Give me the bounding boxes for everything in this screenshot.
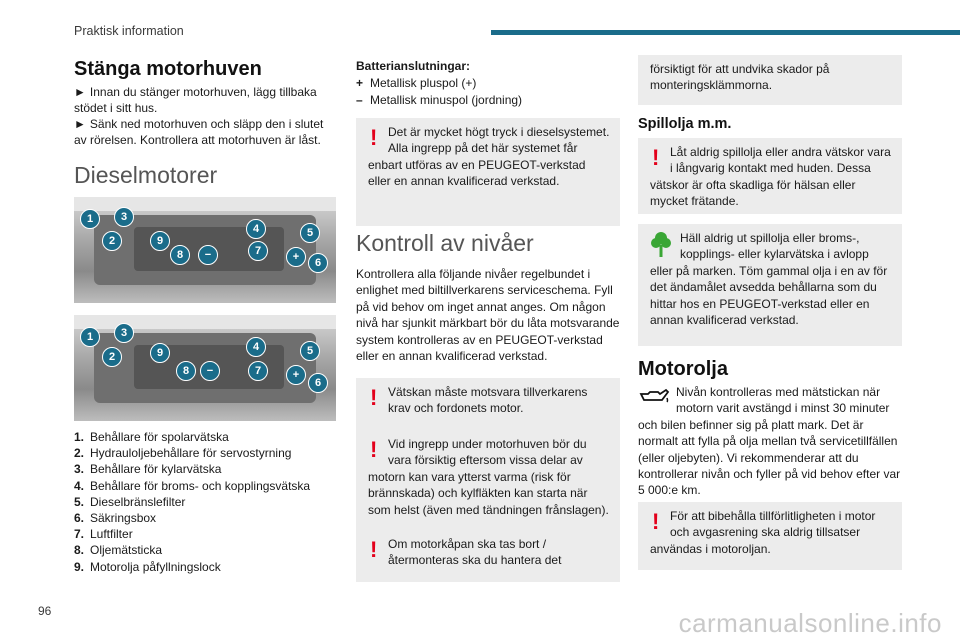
badge: 5 xyxy=(300,341,320,361)
badge: 9 xyxy=(150,343,170,363)
section-header: Praktisk information xyxy=(74,24,184,38)
arrow-icon: ► xyxy=(74,85,86,99)
badge: 3 xyxy=(114,207,134,227)
list-item: 5. Dieselbränslefilter xyxy=(74,494,186,509)
badge: 9 xyxy=(150,231,170,251)
closing-step-2: ► Sänk ned motorhuven och släpp den i slutet av rörelsen. Kontrollera att motorhuven är låst. xyxy=(74,117,324,148)
engine-oil-text: Nivån kontrolleras med mätstickan när motorn varit avstängd i minst 30 minuter och bilen befinner sig på platt mark. Det är normalt att fylla på olja mellan två servicetillfällen (eller oljebyten). Vi rekommenderar att du kontrollerar nivån och fyller på vid behov efter var 5 000:e km. xyxy=(638,385,901,498)
level-check-title: Kontroll av nivåer xyxy=(356,230,534,256)
battery-minus: – Metallisk minuspol (jordning) xyxy=(356,93,523,107)
badge: 3 xyxy=(114,323,134,343)
warning-box-pressure: ! Det är mycket högt tryck i dieselsystemet. Alla ingrepp på det här systemet får enbart utföras av en PEUGEOT-verkstad eller en annan kvalificerad verkstad. xyxy=(356,118,620,226)
engine-photo-1 xyxy=(74,197,336,303)
warning-box-continued: försiktigt för att undvika skador på monteringsklämmorna. xyxy=(638,55,902,105)
badge: 1 xyxy=(80,209,100,229)
warning-icon: ! xyxy=(370,437,378,462)
warning-box-fluid: ! Vätskan måste motsvara tillverkarens krav och fordonets motor. xyxy=(356,378,620,436)
list-item: 9. Motorolja påfyllningslock xyxy=(74,559,221,574)
badge: 5 xyxy=(300,223,320,243)
list-item: 1. Behållare för spolarvätska xyxy=(74,430,229,444)
warning-box-hot-parts: ! Vid ingrepp under motorhuven bör du vara försiktig eftersom vissa delar av motorn kan vara ytterst varma (risk för brännskada) och kylfläkten kan starta när som helst (även med tändningen frånslagen). xyxy=(356,430,620,536)
list-item: 6. Säkringsbox xyxy=(74,511,157,526)
badge: 4 xyxy=(246,219,266,239)
badge: 2 xyxy=(102,347,122,367)
diesel-title: Dieselmotorer xyxy=(74,162,218,188)
badge: 8 xyxy=(170,245,190,265)
warning-icon: ! xyxy=(370,125,378,150)
list-item: 4. Behållare för broms- och kopplingsvätska xyxy=(74,478,311,493)
level-check-text: Kontrollera alla följande nivåer regelbundet i enlighet med biltillverkarens serviceschema. Fyll på vid behov om inget annat anges. Om någon nivå har sjunkit märkbart bör du låta motsvarande system kontrolleras av en PEUGEOT-verkstad eller en annan kvalificerad verkstad. xyxy=(356,267,620,364)
component-legend xyxy=(74,429,336,575)
list-item: 3. Behållare för kylarvätska xyxy=(74,462,222,477)
plus-badge: + xyxy=(286,365,306,385)
badge: 8 xyxy=(176,361,196,381)
battery-label: Batterianslutningar: xyxy=(356,59,471,73)
list-item: 7. Luftfilter xyxy=(74,527,133,542)
engine-photo-2 xyxy=(74,315,336,421)
minus-badge: − xyxy=(200,361,220,381)
engine-oil-title: Motorolja xyxy=(638,358,728,380)
oil-can-icon xyxy=(638,386,670,406)
closing-step-1: ► Innan du stänger motorhuven, lägg tillbaka stödet i sitt hus. xyxy=(74,85,317,116)
warning-icon: ! xyxy=(370,537,378,562)
warning-icon: ! xyxy=(370,385,378,410)
environment-box: Häll aldrig ut spillolja eller broms-, kopplings- eller kylarvätska i avlopp eller på marken. Töm gammal olja i en av för det ändamålet avsedda behållarna som du hittar hos en PEUGEOT-verkstad eller en annan kvalificerad verkstad. xyxy=(638,224,902,346)
badge: 4 xyxy=(246,337,266,357)
tree-icon xyxy=(650,230,672,258)
list-item: 8. Oljemätsticka xyxy=(74,543,163,558)
page-number: 96 xyxy=(38,604,52,618)
badge: 2 xyxy=(102,231,122,251)
minus-badge: − xyxy=(198,245,218,265)
battery-plus: + Metallisk pluspol (+) xyxy=(356,76,477,90)
badge: 1 xyxy=(80,327,100,347)
badge: 6 xyxy=(308,253,328,273)
header-accent-bar xyxy=(491,30,960,35)
closing-hood-title: Stänga motorhuven xyxy=(74,58,262,80)
watermark: carmanualsonline.info xyxy=(678,608,942,638)
list-item: 2. Hydrauloljebehållare för servostyrning xyxy=(74,446,292,461)
warning-box-engine-cover: ! Om motorkåpan ska tas bort / återmonteras ska du hantera det xyxy=(356,530,620,582)
waste-oil-title: Spillolja m.m. xyxy=(638,116,732,132)
warning-icon: ! xyxy=(652,145,660,170)
warning-box-skin: ! Låt aldrig spillolja eller andra vätskor vara i långvarig kontakt med huden. Dessa vätskor är ofta skadliga för hälsan eller mycket frätande. xyxy=(638,138,902,214)
badge: 7 xyxy=(248,241,268,261)
badge: 6 xyxy=(308,373,328,393)
warning-icon: ! xyxy=(652,509,660,534)
plus-badge: + xyxy=(286,247,306,267)
badge: 7 xyxy=(248,361,268,381)
arrow-icon: ► xyxy=(74,117,86,131)
warning-box-additives: ! För att bibehålla tillförlitligheten i motor och avgasrening ska aldrig tillsatser användas i motoroljan. xyxy=(638,502,902,570)
